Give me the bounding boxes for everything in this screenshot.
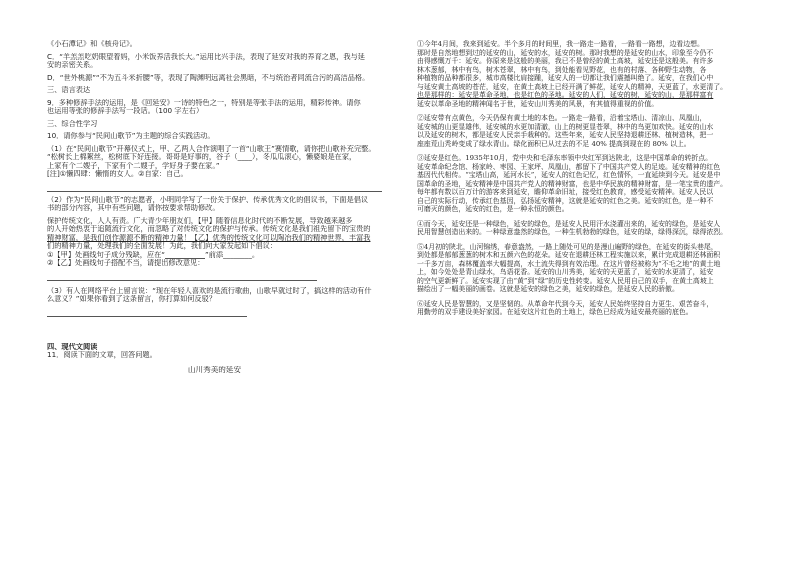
text-line: （1）在“民间山歌节”开幕仪式上，甲、乙两人合作演唱了一首“山歌王”赛情歌，请你把山歌补充完整。: [47, 144, 376, 153]
text-line: 描绘出了一幅美丽的画卷。这就是延安的绿色之美，延安的绿色，是延安人民的骄傲。: [417, 285, 679, 293]
paragraph-2: [417, 114, 763, 148]
text-line: 延安城的山更显雄伟，延安城的水更加清澈，山上的树更显苍翠，林中的鸟更加欢快。延安的山水: [417, 122, 714, 131]
underlined-line: 也是那样的：延安是革命圣地，也是红色的圣地。延安的人们，延安的树，延安的山，是那样富有: [417, 91, 714, 99]
text-line: 用勤劳的双手建设美好家园。在延安这片红色的土地上，绿色已经成为延安最亮丽的底色。: [417, 308, 693, 316]
text-line: 可磨灭的颜色，延安的红色，是一种永恒的颜色。: [417, 205, 569, 213]
left-lines-a: [47, 40, 382, 179]
text-line: 延安革命纪念馆、杨家岭、枣园、王家坪、凤凰山，都留下了中国共产党人的足迹。延安精神的红色: [417, 162, 721, 171]
text-line: ①今年4月间，我来到延安。半个多月的时间里，我一路走一路看，一路看一路想，边看边想。: [417, 40, 704, 48]
note-line: [注]①懒四肆：懒惰的女人。②自家：自己。: [47, 170, 188, 178]
section-heading: 四、现代文阅读: [47, 342, 98, 351]
left-lines-b: [47, 196, 382, 281]
text-line: 到处都是郁郁葱葱的树木和五颜六色的花朵。延安在退耕还林工程实施以来，累计完成退耕还林面积: [417, 251, 721, 259]
text-line: 林木葱郁，林中有鸟，树木苍翠，林中有鸟，到处能看见野花，也有的村落、各种野生动物，各: [417, 65, 707, 74]
text-line: 也运用等张的修辞手法写一段话。（100 字左右）: [47, 107, 204, 115]
text-line: （3）有人在网络平台上留言说：“现在年轻人喜欢的是流行歌曲，山歌早就过时了，搞这样的活动有什: [47, 286, 372, 295]
text-line: 么意义？”如果你看到了这条留言，你打算如何反驳？: [47, 295, 217, 303]
text-line: 安的亲密关系。: [47, 61, 98, 69]
answer-blank[interactable]: [165, 251, 205, 259]
text-line: ⑥延安人民是智慧的，又是坚韧的。从革命年代到今天，延安人民始终坚持自力更生、艰苦奋斗，: [417, 299, 714, 308]
text-line: 《小石潭记》和《核舟记》。: [47, 40, 137, 48]
text-line: 保护传统文化，人人有责。广大青少年朋友们，【甲】随着信息化时代的不断发展，导致越来越多: [47, 216, 353, 225]
question-9: 9．多种修辞手法的运用，是《回延安》一诗的特色之一，特别是等张手法的运用，精彩传神。请你: [47, 98, 361, 107]
text-line: 那时是自然地想到过的延安的山，延安的水，延安的树。那时我想的是延安的山水，印象至今仍不: [417, 48, 714, 57]
sub-question-2: ②【乙】处画线句子搭配不当，请提出修改意见：: [47, 259, 205, 267]
text-line: ③延安是红色。1935年10月，党中央和毛泽东率领中央红军到达陕北，这是中国革命的转折点。: [417, 154, 713, 162]
text-line: ⑤4月初的陕北，山河锦绣，春意盎然，一路上随处可见的是漫山遍野的绿色，在延安的街头巷尾，: [417, 242, 718, 251]
question-11: 11．阅读下面的文章，回答问题。: [47, 351, 157, 359]
left-column: [47, 40, 382, 374]
text-line: ②延安带有点黄色，今天仍保有黄土地的本色。一路走一路看，沿着宝塔山、清凉山、凤凰山，: [417, 114, 707, 122]
text-line: 以及延安的树木，都是延安人民亲手栽种的。这些年来，延安人民坚持退耕还林、植树造林，把一: [417, 131, 714, 139]
right-column: [417, 40, 763, 317]
answer-rule[interactable]: [47, 179, 382, 192]
article-title: 山川秀美的延安: [187, 365, 242, 374]
text-line: 书的部分内容，其中有些问题，请你按要求帮助修改。: [47, 204, 220, 212]
text-line: 由得感慨万千：延安。你原来是这般的美丽，我已不是曾经的黄土高坡，延安还是这般美。有许多: [417, 57, 714, 65]
text-line: 延安以革命圣地的精神闻名于世，延安山川秀美的风景，有其值得重视的价值。: [417, 99, 659, 108]
answer-line[interactable]: [47, 307, 247, 317]
left-lines-c: [47, 287, 382, 317]
text-line: 座座荒山秃岭变成了绿水青山。绿化面积已从过去的不足 40% 提高到现在的 80% 以上。: [417, 139, 691, 148]
paragraph-4: [417, 220, 763, 237]
question-10: 10．请你参与“民间山歌节”为主题的综合实践活动。: [47, 132, 215, 140]
text-line: 的人开始热衷于追随流行文化，而忽略了对传统文化的保护与传承。传统文化是我们祖先留下的宝贵的: [47, 225, 371, 233]
paragraph-6: [417, 300, 763, 317]
text-line: 上，如今处处是青山绿水，鸟语花香。延安的山川秀美，延安的天更蓝了，延安的水更清了，延安: [417, 268, 714, 276]
text-line: ④而今天，延安还是一种绿色，延安的绿色，是延安人民用汗水浇灌出来的，延安的绿色，是延安人: [417, 219, 721, 228]
text-line: “松树长上棉絮丝，松树底下好连接。哥哥是好事的，谷子（____），冬瓜瓜滚心，懒婆娘是在家，: [47, 153, 357, 161]
text-line: 每年都有数以百万计的游客来到延安，瞻仰革命旧址，接受红色教育，感受延安精神。延安人民以: [417, 188, 714, 196]
text-line: 的空气更新鲜了。延安实现了由“黄”到“绿”的历史性转变。延安人民用自己的双手，在黄土高坡上: [417, 276, 714, 285]
section-heading: 三、语言表达: [47, 86, 91, 94]
text-line: 种植物的品种都很多，城市高楼比肩接踵，延安人的一切都让我们震撼叫绝了。延安，在我们心中: [417, 74, 714, 82]
text-line: 一千多万亩，森林覆盖率大幅提高，水土流失得到有效治理。在这片曾经被称为“不毛之地”的黄土地: [417, 259, 721, 268]
text-line: （2）作为“民间山歌节”的志愿者，小明同学写了一份关于保护、传承优秀文化的倡议书，下面是倡议: [47, 195, 369, 204]
text-line: 民用智慧创造出来的。一种绿意盎然的绿色，一种生机勃勃的绿色，延安的绿，绿得深沉，绿得浓烈。: [417, 228, 728, 236]
paragraph-3: [417, 154, 763, 214]
text-line: 与延安黄土高坡的苍茫，延安，在黄土高坡上已经开满了鲜花，延安人的精神，天更蓝了，水更清了。: [417, 82, 728, 91]
paragraph-5: [417, 243, 763, 294]
text-line: 基因代代相传。“宝塔山高，延河水长”，延安人的红色记忆，红色情怀，一直延续到今天。延安是中: [417, 171, 721, 179]
text-line: C．“羊羔羔吃奶眼望着妈，小米饭养活我长大。”运用比兴手法，表现了延安对我的养育之恩，我与延: [47, 52, 365, 61]
text-line: 们的精神力量，处理我们的全面发展！为此，我们向大家发起如下倡议：: [47, 242, 278, 250]
text-line: D．“世外桃源”“不为五斗米折腰”等，表现了陶渊明远离社会黑暗，不与统治者同流合污的高洁品格。: [47, 73, 370, 82]
text-line: 上家有个二嫂子，下家有个二嫂子，学好身子要在家。”: [47, 161, 220, 170]
section-heading: 三、综合性学习: [47, 119, 98, 128]
paragraph-1: [417, 40, 763, 108]
text-line: 国革命的圣地，延安精神是中国共产党人的精神财富，也是中华民族的精神财富，是一笔宝贵的遗产。: [417, 179, 728, 188]
text-line: 自己的实际行动，传承红色基因，弘扬延安精神，这就是延安的红色之美。延安的红色，是一种不: [417, 196, 714, 205]
sub-question-1: ①【甲】处画线句子成分残缺，应在“ ”前添________。: [47, 250, 260, 259]
answer-line[interactable]: [47, 271, 317, 281]
text-line: 精神财富，是我们创作源源不断的精神力量！【乙】优秀的传统文化可以陶冶我们的精神世界，丰富我: [47, 233, 371, 242]
